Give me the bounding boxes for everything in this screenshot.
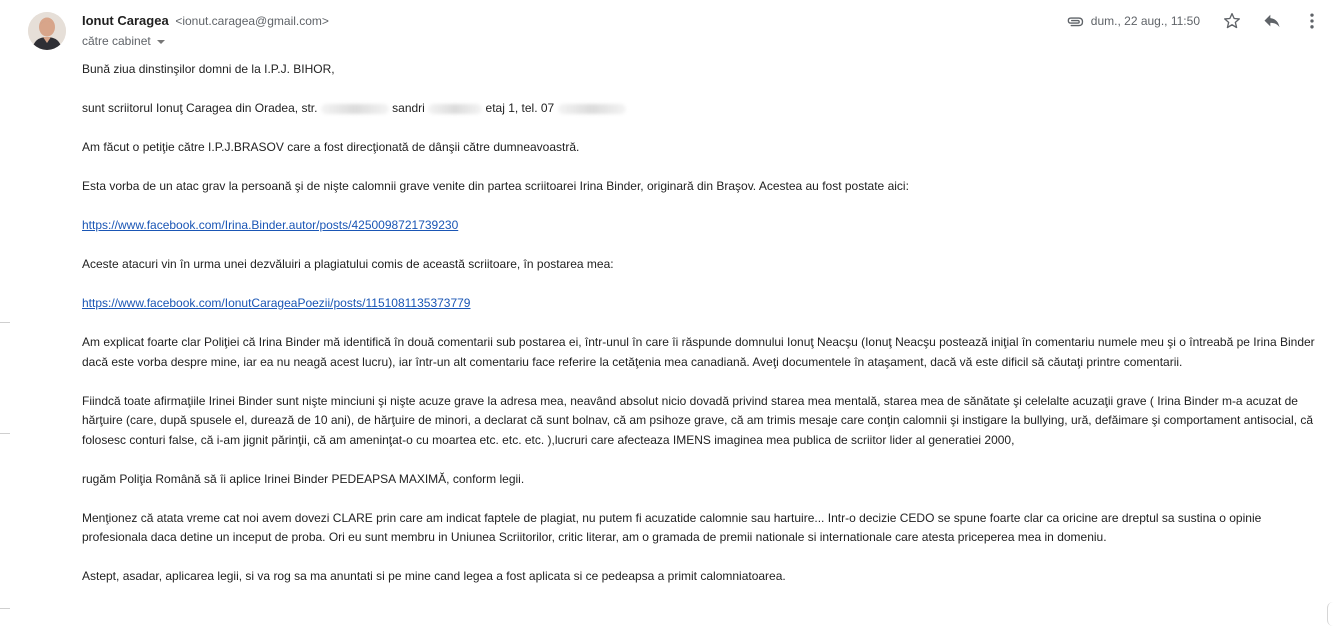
edge-divider: [0, 433, 10, 434]
intro-text: sunt scriitorul Ionuţ Caragea din Oradea, str.: [82, 101, 318, 115]
sender-avatar[interactable]: [28, 12, 66, 50]
recipient-text: către cabinet: [82, 34, 151, 48]
explanation-paragraph: Am explicat foarte clar Poliţiei că Irina Binder mă identifică în două comentarii sub postarea ei, într-unul în care îi răspunde domnului Ionuţ Neacşu (Ionuţ Neacşu postează iniţial în comentariu numele meu şi o întreabă pe Irina Binder dacă este vorba despre mine, iar ea nu neagă acest lucru), iar într-un alt comentariu face referire la cetăţenia mea canadiană. Aveţi documentele în ataşament, dacă vă este dificil să căutaţi printre comentarii.: [82, 335, 1315, 369]
recipient-toggle[interactable]: [82, 34, 165, 48]
intro-text: sandri: [392, 101, 425, 115]
link-paragraph: [82, 294, 1322, 314]
reply-icon: [1262, 11, 1282, 31]
request-paragraph: rugăm Poliţia Română să îi aplice Irinei Binder PEDEAPSA MAXIMĂ, conform legii.: [82, 471, 525, 486]
attack-paragraph: Esta vorba de un atac grav la persoană şi de nişte calomnii grave venite din partea scriitoarei Irina Binder, originară din Braşov. Acestea au fost postate aici:: [82, 179, 909, 193]
redacted-region: [428, 104, 482, 114]
facebook-post-link[interactable]: https://www.facebook.com/Irina.Binder.autor/posts/4250098721739230: [82, 218, 459, 232]
facebook-post-link[interactable]: https://www.facebook.com/IonutCarageaPoezii/posts/1151081135373779: [82, 296, 471, 310]
sender-line: [82, 13, 329, 28]
more-vert-icon: [1302, 11, 1322, 31]
intro-text: etaj 1, tel. 07: [485, 101, 555, 115]
intro-paragraph: [82, 99, 1322, 119]
caret-down-icon: [157, 40, 165, 44]
avatar-image: [28, 12, 66, 50]
reply-button[interactable]: [1260, 9, 1284, 33]
link-paragraph: [82, 216, 1322, 236]
redacted-region: [558, 104, 626, 114]
plagiarism-paragraph: Aceste atacuri vin în urma unei dezvăluiri a plagiatului comis de această scriitoare, în postarea mea:: [82, 257, 614, 271]
star-button[interactable]: [1220, 9, 1244, 33]
message-date: dum., 22 aug., 11:50: [1090, 14, 1200, 28]
sender-email[interactable]: <ionut.caragea@gmail.com>: [175, 14, 329, 28]
edge-divider: [0, 608, 10, 609]
edge-divider: [0, 322, 10, 323]
scroll-edge: [1327, 602, 1334, 626]
allegations-paragraph: Fiindcă toate afirmaţiile Irinei Binder sunt nişte minciuni şi nişte acuze grave la adresa mea, neavând absolut nicio dovadă privind starea mea mentală, starea mea de sănătate şi celelalte acuzaţii grave ( Irina Binder m-a acuzat de hărţuire (care, după spusele el, durează de 10 ani), de hărţuire de minori, a declarat că sunt bolnav, că am psihoze grave, că am trimis mesaje care conţin calomnii şi instigare la bullying, ură, defăimare şi comportament antisocial, că folosesc conturi false, că i-am jignit părinţii, că am ameninţat-o cu moartea etc. etc. etc. ),lucruri care afecteaza IMENS imaginea mea publica de scriitor lider al generatiei 2000,: [82, 393, 1314, 447]
message-meta: [1065, 8, 1334, 34]
closing-paragraph: Astept, asadar, aplicarea legii, si va rog sa ma anuntati si pe mine cand legea a fost aplicata si ce pedeapsa a primit calomniatoarea.: [82, 569, 786, 583]
redacted-region: [321, 104, 389, 114]
greeting-paragraph: Bună ziua dinstinşilor domni de la I.P.J. BIHOR,: [82, 62, 335, 76]
sender-name[interactable]: Ionut Caragea: [82, 13, 169, 28]
message-body: [82, 60, 1322, 606]
petition-paragraph: Am făcut o petiţie către I.P.J.BRASOV care a fost direcţionată de dânşii către dumneavoastră.: [82, 140, 580, 154]
star-icon: [1222, 11, 1242, 31]
evidence-paragraph: Menţionez că atata vreme cat noi avem dovezi CLARE prin care am indicat faptele de plagiat, nu putem fi acuzatide calomnie sau hartuire... Intr-o decizie CEDO se spune foarte clar ca oricine are dreptul sa sustina o opinie profesionala daca detine un inceput de proba. Ori eu sunt membru in Uniunea Scriitorilor, critic literar, am o gramada de premii nationale si internationale care atesta priceperea mea in domeniu.: [82, 510, 1262, 544]
attachment-icon: [1065, 11, 1085, 31]
more-options-button[interactable]: [1300, 9, 1324, 33]
